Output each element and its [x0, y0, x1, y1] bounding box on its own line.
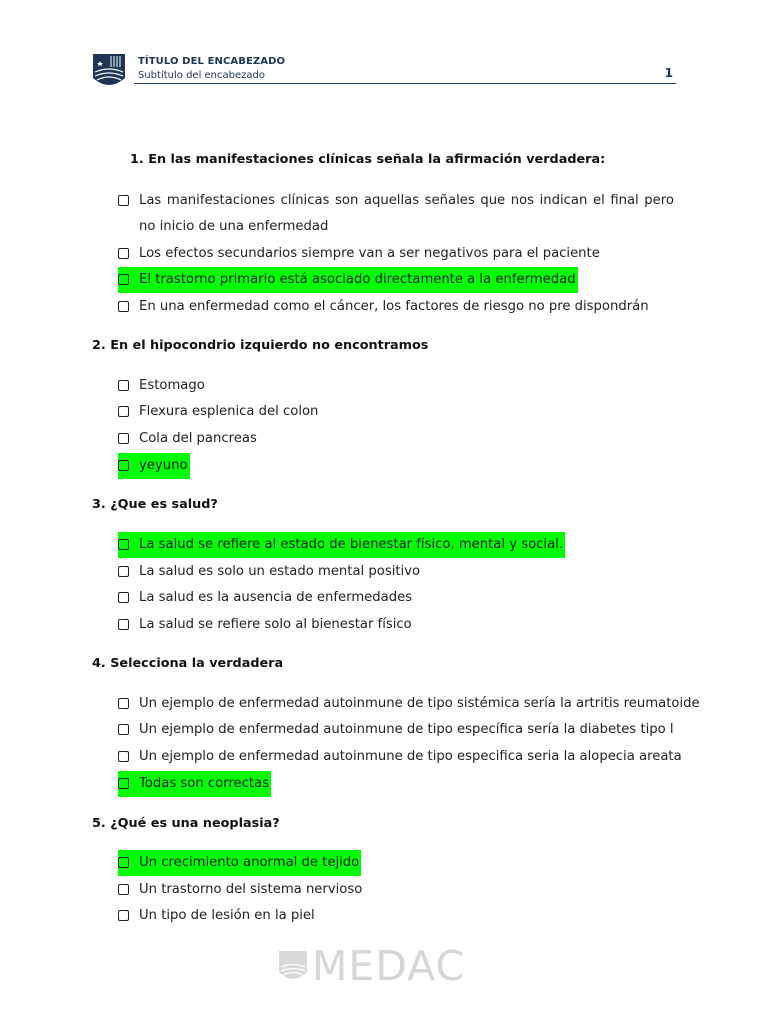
checkbox[interactable]	[118, 778, 129, 789]
checkbox[interactable]	[118, 274, 129, 285]
answer-option[interactable]	[118, 559, 420, 585]
answer-option-highlighted[interactable]	[118, 532, 565, 558]
checkbox[interactable]	[118, 592, 129, 603]
answer-option-label: La salud es la ausencia de enfermedades	[139, 590, 413, 605]
answer-option[interactable]	[118, 877, 362, 903]
answer-option-label: Un ejemplo de enfermedad autoinmune de tipo específica sería la diabetes tipo l	[139, 722, 674, 737]
answer-option-label: Los efectos secundarios siempre van a ser negativos para el paciente	[139, 246, 600, 261]
answer-option-label: Un trastorno del sistema nervioso	[139, 882, 363, 897]
answer-option[interactable]	[118, 373, 205, 399]
answer-option[interactable]	[118, 426, 257, 452]
answer-option-label: yeyuno	[139, 458, 188, 473]
answer-option-label: Un crecimiento anormal de tejido	[139, 855, 360, 870]
checkbox[interactable]	[118, 406, 129, 417]
checkbox[interactable]	[118, 566, 129, 577]
question-title: 2. En el hipocondrio izquierdo no encontramos	[92, 338, 429, 353]
answer-option-label: Un ejemplo de enfermedad autoinmune de tipo sistémica sería la artritis reumatoide	[139, 696, 700, 711]
answer-option-highlighted[interactable]	[118, 850, 361, 876]
shield-logo-icon	[92, 52, 126, 92]
question-title: 1. En las manifestaciones clínicas señala la afirmación verdadera:	[130, 152, 606, 167]
answer-option-label: Todas son correctas	[139, 776, 270, 791]
page-number: 1	[664, 66, 673, 80]
checkbox[interactable]	[118, 910, 129, 921]
answer-option-label: La salud se refiere al estado de bienestar físico, mental y social.	[139, 537, 564, 552]
answer-option-label: Un tipo de lesión en la piel	[139, 908, 315, 923]
answer-option[interactable]	[118, 294, 649, 320]
question-title: 5. ¿Qué es una neoplasia?	[92, 816, 280, 831]
checkbox[interactable]	[118, 751, 129, 762]
header-divider	[134, 83, 676, 84]
checkbox[interactable]	[118, 460, 129, 471]
answer-option-highlighted[interactable]	[118, 267, 578, 293]
answer-option[interactable]	[118, 241, 600, 267]
checkbox[interactable]	[118, 301, 129, 312]
checkbox[interactable]	[118, 248, 129, 259]
answer-option-label: Un ejemplo de enfermedad autoinmune de tipo especifica seria la alopecia areata	[139, 749, 682, 764]
checkbox[interactable]	[118, 724, 129, 735]
answer-option[interactable]	[118, 188, 674, 240]
checkbox[interactable]	[118, 857, 129, 868]
answer-option[interactable]	[118, 691, 700, 717]
page-header	[92, 52, 676, 92]
answer-option-label: El trastorno primario está asociado directamente a la enfermedad	[139, 272, 576, 287]
answer-option-label: Flexura esplenica del colon	[139, 404, 319, 419]
medac-shield-icon	[278, 950, 308, 986]
answer-option-label: Las manifestaciones clínicas son aquellas señales que nos indican el final pero no inicio de una enfermedad	[139, 193, 674, 234]
footer-brand: MEDAC	[312, 942, 466, 990]
question-title: 3. ¿Que es salud?	[92, 497, 218, 512]
answer-option[interactable]	[118, 717, 674, 743]
checkbox[interactable]	[118, 380, 129, 391]
answer-option-label: Estomago	[139, 378, 205, 393]
header-title: TÍTULO DEL ENCABEZADO	[138, 56, 286, 67]
answer-option-highlighted[interactable]	[118, 771, 271, 797]
answer-option-label: La salud es solo un estado mental positivo	[139, 564, 421, 579]
header-subtitle: Subtítulo del encabezado	[138, 70, 265, 81]
answer-option-label: En una enfermedad como el cáncer, los factores de riesgo no pre dispondrán	[139, 299, 649, 314]
checkbox[interactable]	[118, 698, 129, 709]
checkbox[interactable]	[118, 433, 129, 444]
checkbox[interactable]	[118, 884, 129, 895]
answer-option[interactable]	[118, 903, 315, 929]
answer-option[interactable]	[118, 399, 318, 425]
answer-option-highlighted[interactable]	[118, 453, 190, 479]
answer-option[interactable]	[118, 585, 412, 611]
answer-option-label: Cola del pancreas	[139, 431, 257, 446]
answer-option[interactable]	[118, 612, 412, 638]
checkbox[interactable]	[118, 619, 129, 630]
question-title: 4. Selecciona la verdadera	[92, 656, 284, 671]
checkbox[interactable]	[118, 539, 129, 550]
answer-option-label: La salud se refiere solo al bienestar físico	[139, 617, 412, 632]
answer-option[interactable]	[118, 744, 682, 770]
checkbox[interactable]	[118, 195, 129, 206]
